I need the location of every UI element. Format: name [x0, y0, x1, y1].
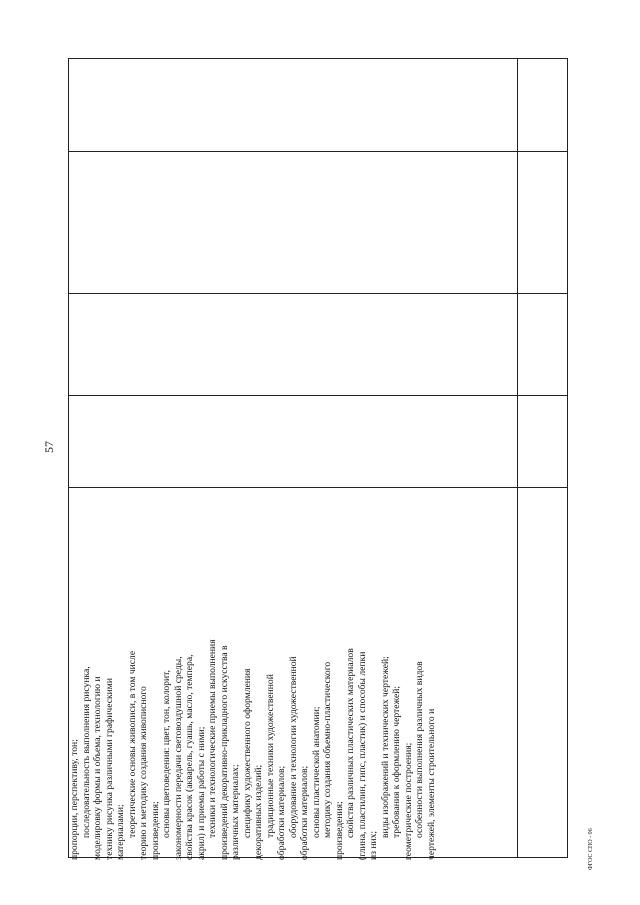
text-line: традиционные техники художественной	[264, 674, 276, 838]
text-line: оборудование и технологии художественной	[287, 656, 299, 838]
text-line: обработки материалов;	[276, 765, 287, 860]
text-line: основы пластической анатомии;	[310, 706, 322, 838]
text-line: обработки материалов;	[299, 765, 310, 860]
text-line: различных материалах;	[230, 764, 241, 860]
text-line: чертежей, элементы строительного и	[425, 708, 437, 860]
text-line: закономерности передачи световоздушной среды,	[172, 656, 184, 860]
table-divider	[69, 487, 567, 488]
text-line: произведения;	[149, 801, 161, 860]
competency-cell	[69, 547, 519, 860]
text-line: специфику художественного оформления	[241, 668, 253, 838]
text-line: материалами;	[115, 804, 126, 860]
text-line: свойства различных пластических материалов	[345, 648, 356, 838]
document-footer: ФГОС СПО - 06	[588, 828, 594, 870]
table-divider	[69, 151, 567, 152]
text-line: особенности выполнения различных видов	[414, 661, 425, 838]
table-divider	[69, 395, 567, 396]
text-line: теоретические основы живописи, в том числе	[126, 650, 138, 838]
table-divider	[69, 293, 567, 294]
text-line: свойства красок (акварель, гуашь, масло, темпера,	[184, 654, 195, 860]
text-line: основы цветоведения: цвет, тон, колорит,	[161, 670, 172, 838]
text-line: последовательность выполнения рисунка,	[80, 666, 92, 838]
text-line: виды изображений и технических чертежей;	[379, 656, 391, 838]
text-line: из них;	[368, 830, 379, 860]
text-line: техники и технологические приемы выполнения	[207, 639, 218, 838]
text-line: теорию и методику создания живописного	[138, 686, 149, 860]
text-line: декоративных изделий;	[253, 764, 264, 860]
page-number: 57	[42, 441, 56, 453]
text-line: акрил) и приемы работы с ними;	[195, 726, 207, 860]
text-line: требования к оформлению чертежей;	[391, 685, 402, 838]
text-line: произведений декоративно-прикладного искусства в	[218, 645, 230, 860]
content-table	[68, 58, 568, 858]
text-line: методику создания объемно-пластического	[322, 661, 333, 838]
text-line: произведения;	[333, 801, 345, 860]
text-line: пропорции, перспективу, тон;	[69, 739, 80, 860]
text-line: технику рисунка различными графическими	[103, 678, 115, 860]
text-line: (глина, пластилин, гипс, пластик) и способы лепки	[356, 651, 368, 860]
text-line: геометрические построения;	[402, 742, 414, 860]
competency-text	[69, 548, 519, 860]
text-line: моделировку формы и объема, технологию и	[92, 676, 103, 860]
